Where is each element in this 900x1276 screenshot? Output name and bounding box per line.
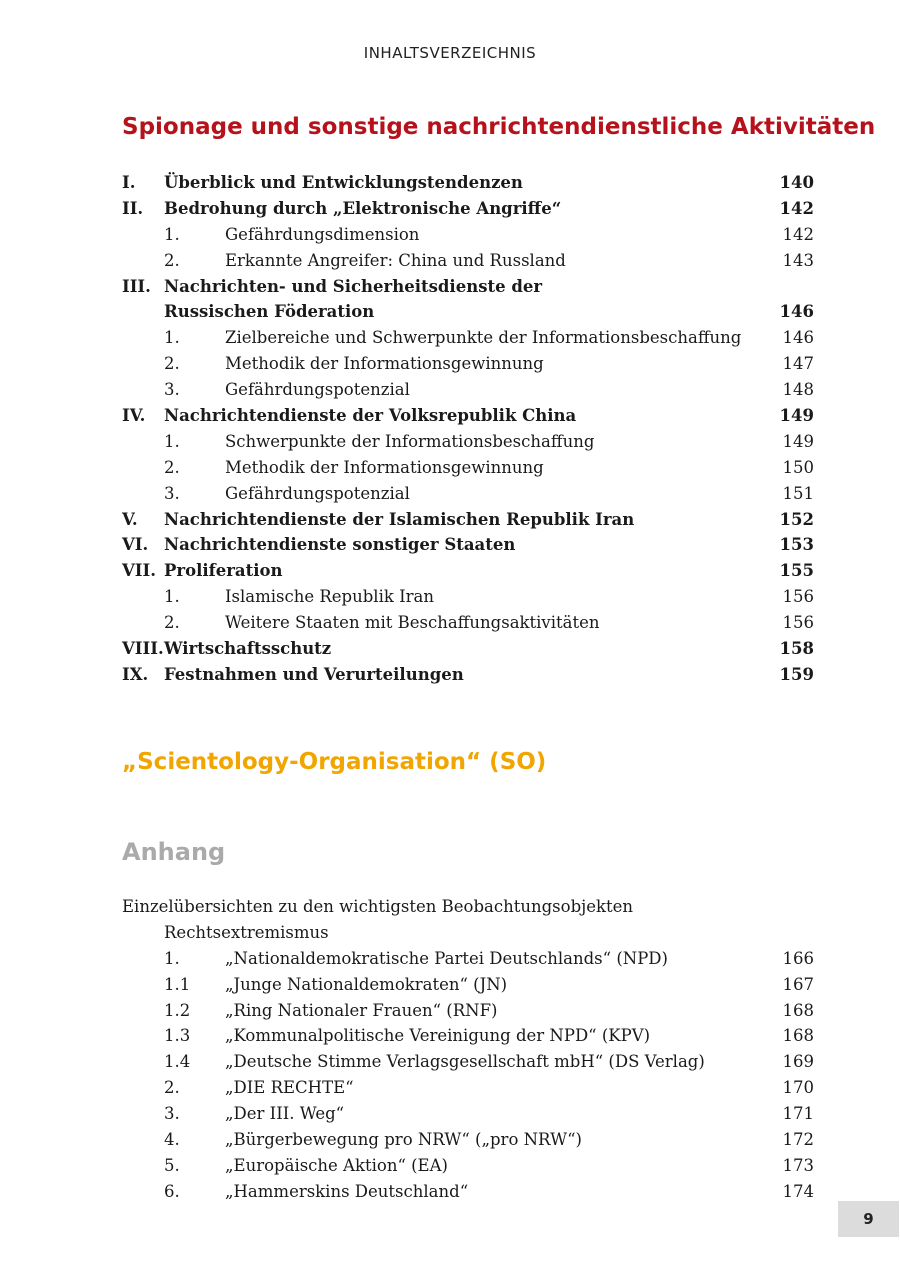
toc-entry-page: 149 bbox=[782, 431, 814, 451]
toc-entry[interactable] bbox=[122, 455, 814, 481]
toc-entry-number: 3. bbox=[164, 1104, 180, 1124]
toc-list-anhang bbox=[122, 894, 814, 1205]
toc-entry-page: 170 bbox=[782, 1078, 814, 1098]
toc-entry-number: 1. bbox=[164, 224, 180, 244]
toc-entry-number: 1.4 bbox=[164, 1052, 191, 1072]
toc-entry-number: 1. bbox=[164, 431, 180, 451]
toc-entry-label: „Deutsche Stimme Verlagsgesellschaft mbH“ (DS Verlag) bbox=[225, 1052, 705, 1072]
toc-entry[interactable] bbox=[122, 481, 814, 507]
toc-entry-label: Einzelübersichten zu den wichtigsten Beobachtungsobjekten bbox=[122, 897, 634, 916]
toc-entry-number: 2. bbox=[164, 457, 180, 477]
toc-entry-label: Methodik der Informationsgewinnung bbox=[225, 457, 544, 477]
toc-entry-label: „Hammerskins Deutschland“ bbox=[225, 1181, 469, 1201]
section-title-scientology[interactable]: „Scientology-Organisation“ (SO) bbox=[122, 749, 547, 775]
toc-entry-number: VIII. bbox=[122, 639, 164, 659]
toc-entry-page: 149 bbox=[779, 406, 814, 426]
toc-entry-number: 5. bbox=[164, 1155, 180, 1175]
toc-entry-page: 150 bbox=[782, 457, 814, 477]
toc-entry-label: „Europäische Aktion“ (EA) bbox=[225, 1155, 448, 1175]
toc-entry-page: 142 bbox=[779, 198, 814, 218]
toc-entry-page: 140 bbox=[779, 173, 814, 192]
toc-entry-page: 159 bbox=[779, 664, 814, 684]
toc-entry[interactable] bbox=[122, 248, 814, 274]
toc-entry-number: 1.2 bbox=[164, 1000, 191, 1020]
toc-entry[interactable] bbox=[122, 1127, 814, 1153]
toc-entry-number: 2. bbox=[164, 250, 180, 270]
toc-entry-page: 153 bbox=[779, 535, 814, 555]
toc-entry-label: „Kommunalpolitische Vereinigung der NPD“ (KPV) bbox=[225, 1026, 651, 1046]
toc-entry-number: 3. bbox=[164, 380, 180, 400]
toc-entry-number: 2. bbox=[164, 613, 180, 633]
toc-entry[interactable] bbox=[122, 170, 814, 196]
toc-entry[interactable] bbox=[122, 351, 814, 377]
toc-entry[interactable] bbox=[122, 636, 814, 662]
toc-entry[interactable] bbox=[122, 1075, 814, 1101]
toc-entry-page: 148 bbox=[782, 380, 814, 400]
toc-entry-number: VI. bbox=[122, 535, 149, 555]
toc-entry-label: Überblick und Entwicklungstendenzen bbox=[164, 173, 523, 192]
toc-entry[interactable] bbox=[122, 274, 814, 300]
toc-entry-number: I. bbox=[122, 173, 136, 192]
running-header: INHALTSVERZEICHNIS bbox=[363, 44, 537, 62]
toc-entry-number: VII. bbox=[122, 561, 156, 581]
toc-entry-label: Islamische Republik Iran bbox=[225, 587, 434, 607]
toc-list-spionage bbox=[122, 170, 814, 688]
section-title-spionage[interactable]: Spionage und sonstige nachrichtendienstliche Aktivitäten bbox=[122, 114, 876, 140]
toc-entry[interactable] bbox=[122, 1179, 814, 1205]
toc-entry[interactable] bbox=[122, 1153, 814, 1179]
toc-entry[interactable] bbox=[122, 532, 814, 558]
toc-entry-page: 156 bbox=[782, 613, 814, 633]
toc-entry[interactable] bbox=[122, 998, 814, 1024]
section-title-anhang[interactable]: Anhang bbox=[122, 838, 226, 866]
toc-entry-number: 1. bbox=[164, 948, 180, 968]
toc-entry[interactable] bbox=[122, 299, 814, 325]
toc-entry-label: Nachrichtendienste der Volksrepublik China bbox=[164, 406, 577, 426]
toc-entry-label: Bedrohung durch „Elektronische Angriffe“ bbox=[164, 198, 562, 218]
toc-entry-label: Methodik der Informationsgewinnung bbox=[225, 354, 544, 374]
toc-entry[interactable] bbox=[122, 403, 814, 429]
toc-entry-label: Schwerpunkte der Informationsbeschaffung bbox=[225, 431, 595, 451]
toc-entry-number: 1.3 bbox=[164, 1026, 191, 1046]
toc-entry-label: „Ring Nationaler Frauen“ (RNF) bbox=[225, 1000, 498, 1020]
toc-entry-page: 173 bbox=[782, 1155, 814, 1175]
toc-entry-number: II. bbox=[122, 198, 144, 218]
toc-entry-number: 2. bbox=[164, 1078, 180, 1098]
toc-entry-page: 168 bbox=[782, 1026, 814, 1046]
toc-entry[interactable] bbox=[122, 972, 814, 998]
toc-entry[interactable] bbox=[122, 325, 814, 351]
toc-entry-page: 174 bbox=[782, 1181, 814, 1201]
toc-entry-page: 167 bbox=[782, 974, 814, 994]
toc-entry-page: 142 bbox=[782, 224, 814, 244]
toc-entry-label: „Bürgerbewegung pro NRW“ („pro NRW“) bbox=[225, 1130, 582, 1150]
toc-entry-label: Erkannte Angreifer: China und Russland bbox=[225, 250, 566, 270]
toc-entry[interactable] bbox=[122, 429, 814, 455]
toc-entry-page: 166 bbox=[782, 948, 814, 968]
toc-entry-label: Rechtsextremismus bbox=[164, 922, 329, 942]
toc-entry-page: 146 bbox=[782, 328, 814, 348]
toc-entry-label: Gefährdungspotenzial bbox=[225, 380, 410, 400]
toc-entry-number: 1. bbox=[164, 587, 180, 607]
toc-entry-label: Russischen Föderation bbox=[164, 302, 375, 322]
toc-entry-number: 1.1 bbox=[164, 974, 191, 994]
toc-entry-label: Weitere Staaten mit Beschaffungsaktivitäten bbox=[225, 613, 600, 633]
toc-entry-label: Zielbereiche und Schwerpunkte der Informationsbeschaffung bbox=[225, 328, 742, 348]
toc-entry[interactable] bbox=[122, 196, 814, 222]
toc-entry-label: Wirtschaftsschutz bbox=[164, 639, 332, 659]
toc-entry[interactable] bbox=[122, 507, 814, 533]
toc-entry-number: 6. bbox=[164, 1181, 180, 1201]
toc-entry-label: Nachrichten- und Sicherheitsdienste der bbox=[164, 276, 543, 296]
toc-entry-label: Festnahmen und Verurteilungen bbox=[164, 664, 464, 684]
toc-entry-label: Nachrichtendienste der Islamischen Republik Iran bbox=[164, 509, 635, 529]
toc-entry[interactable] bbox=[122, 1049, 814, 1075]
toc-entry-label: Gefährdungsdimension bbox=[225, 224, 420, 244]
toc-entry-number: III. bbox=[122, 276, 151, 296]
toc-entry[interactable] bbox=[122, 946, 814, 972]
toc-entry-number: 1. bbox=[164, 328, 180, 348]
toc-entry-number: V. bbox=[122, 509, 138, 529]
toc-entry-number: 2. bbox=[164, 354, 180, 374]
toc-entry-page: 152 bbox=[779, 509, 814, 529]
toc-entry-page: 147 bbox=[782, 354, 814, 374]
toc-entry[interactable] bbox=[122, 558, 814, 584]
toc-entry-number: IX. bbox=[122, 664, 149, 684]
toc-entry-label: „DIE RECHTE“ bbox=[225, 1078, 354, 1098]
toc-entry-page: 171 bbox=[782, 1104, 814, 1124]
toc-entry-label: Proliferation bbox=[164, 561, 283, 581]
toc-entry-label: „Der III. Weg“ bbox=[225, 1104, 345, 1124]
toc-entry-number: 3. bbox=[164, 483, 180, 503]
toc-entry-page: 151 bbox=[782, 483, 814, 503]
toc-entry-page: 172 bbox=[782, 1130, 814, 1150]
toc-entry-number: 4. bbox=[164, 1130, 180, 1150]
toc-entry[interactable] bbox=[122, 610, 814, 636]
toc-entry-page: 158 bbox=[779, 639, 814, 659]
toc-entry[interactable] bbox=[122, 894, 814, 920]
toc-entry-number: IV. bbox=[122, 406, 146, 426]
toc-entry[interactable] bbox=[122, 222, 814, 248]
toc-entry-label: Gefährdungspotenzial bbox=[225, 483, 410, 503]
toc-entry-page: 156 bbox=[782, 587, 814, 607]
toc-entry-label: „Nationaldemokratische Partei Deutschlands“ (NPD) bbox=[225, 948, 668, 968]
toc-entry[interactable] bbox=[122, 1101, 814, 1127]
page-number: 9 bbox=[838, 1201, 899, 1237]
toc-entry[interactable] bbox=[122, 377, 814, 403]
toc-entry-label: „Junge Nationaldemokraten“ (JN) bbox=[225, 974, 508, 994]
toc-entry[interactable] bbox=[122, 920, 814, 946]
toc-entry-label: Nachrichtendienste sonstiger Staaten bbox=[164, 535, 516, 555]
toc-entry-page: 146 bbox=[779, 302, 814, 322]
toc-entry-page: 169 bbox=[782, 1052, 814, 1072]
toc-entry[interactable] bbox=[122, 584, 814, 610]
toc-entry-page: 143 bbox=[782, 250, 814, 270]
toc-entry[interactable] bbox=[122, 1023, 814, 1049]
toc-entry-page: 168 bbox=[782, 1000, 814, 1020]
toc-entry[interactable] bbox=[122, 662, 814, 688]
toc-entry-page: 155 bbox=[779, 561, 814, 581]
